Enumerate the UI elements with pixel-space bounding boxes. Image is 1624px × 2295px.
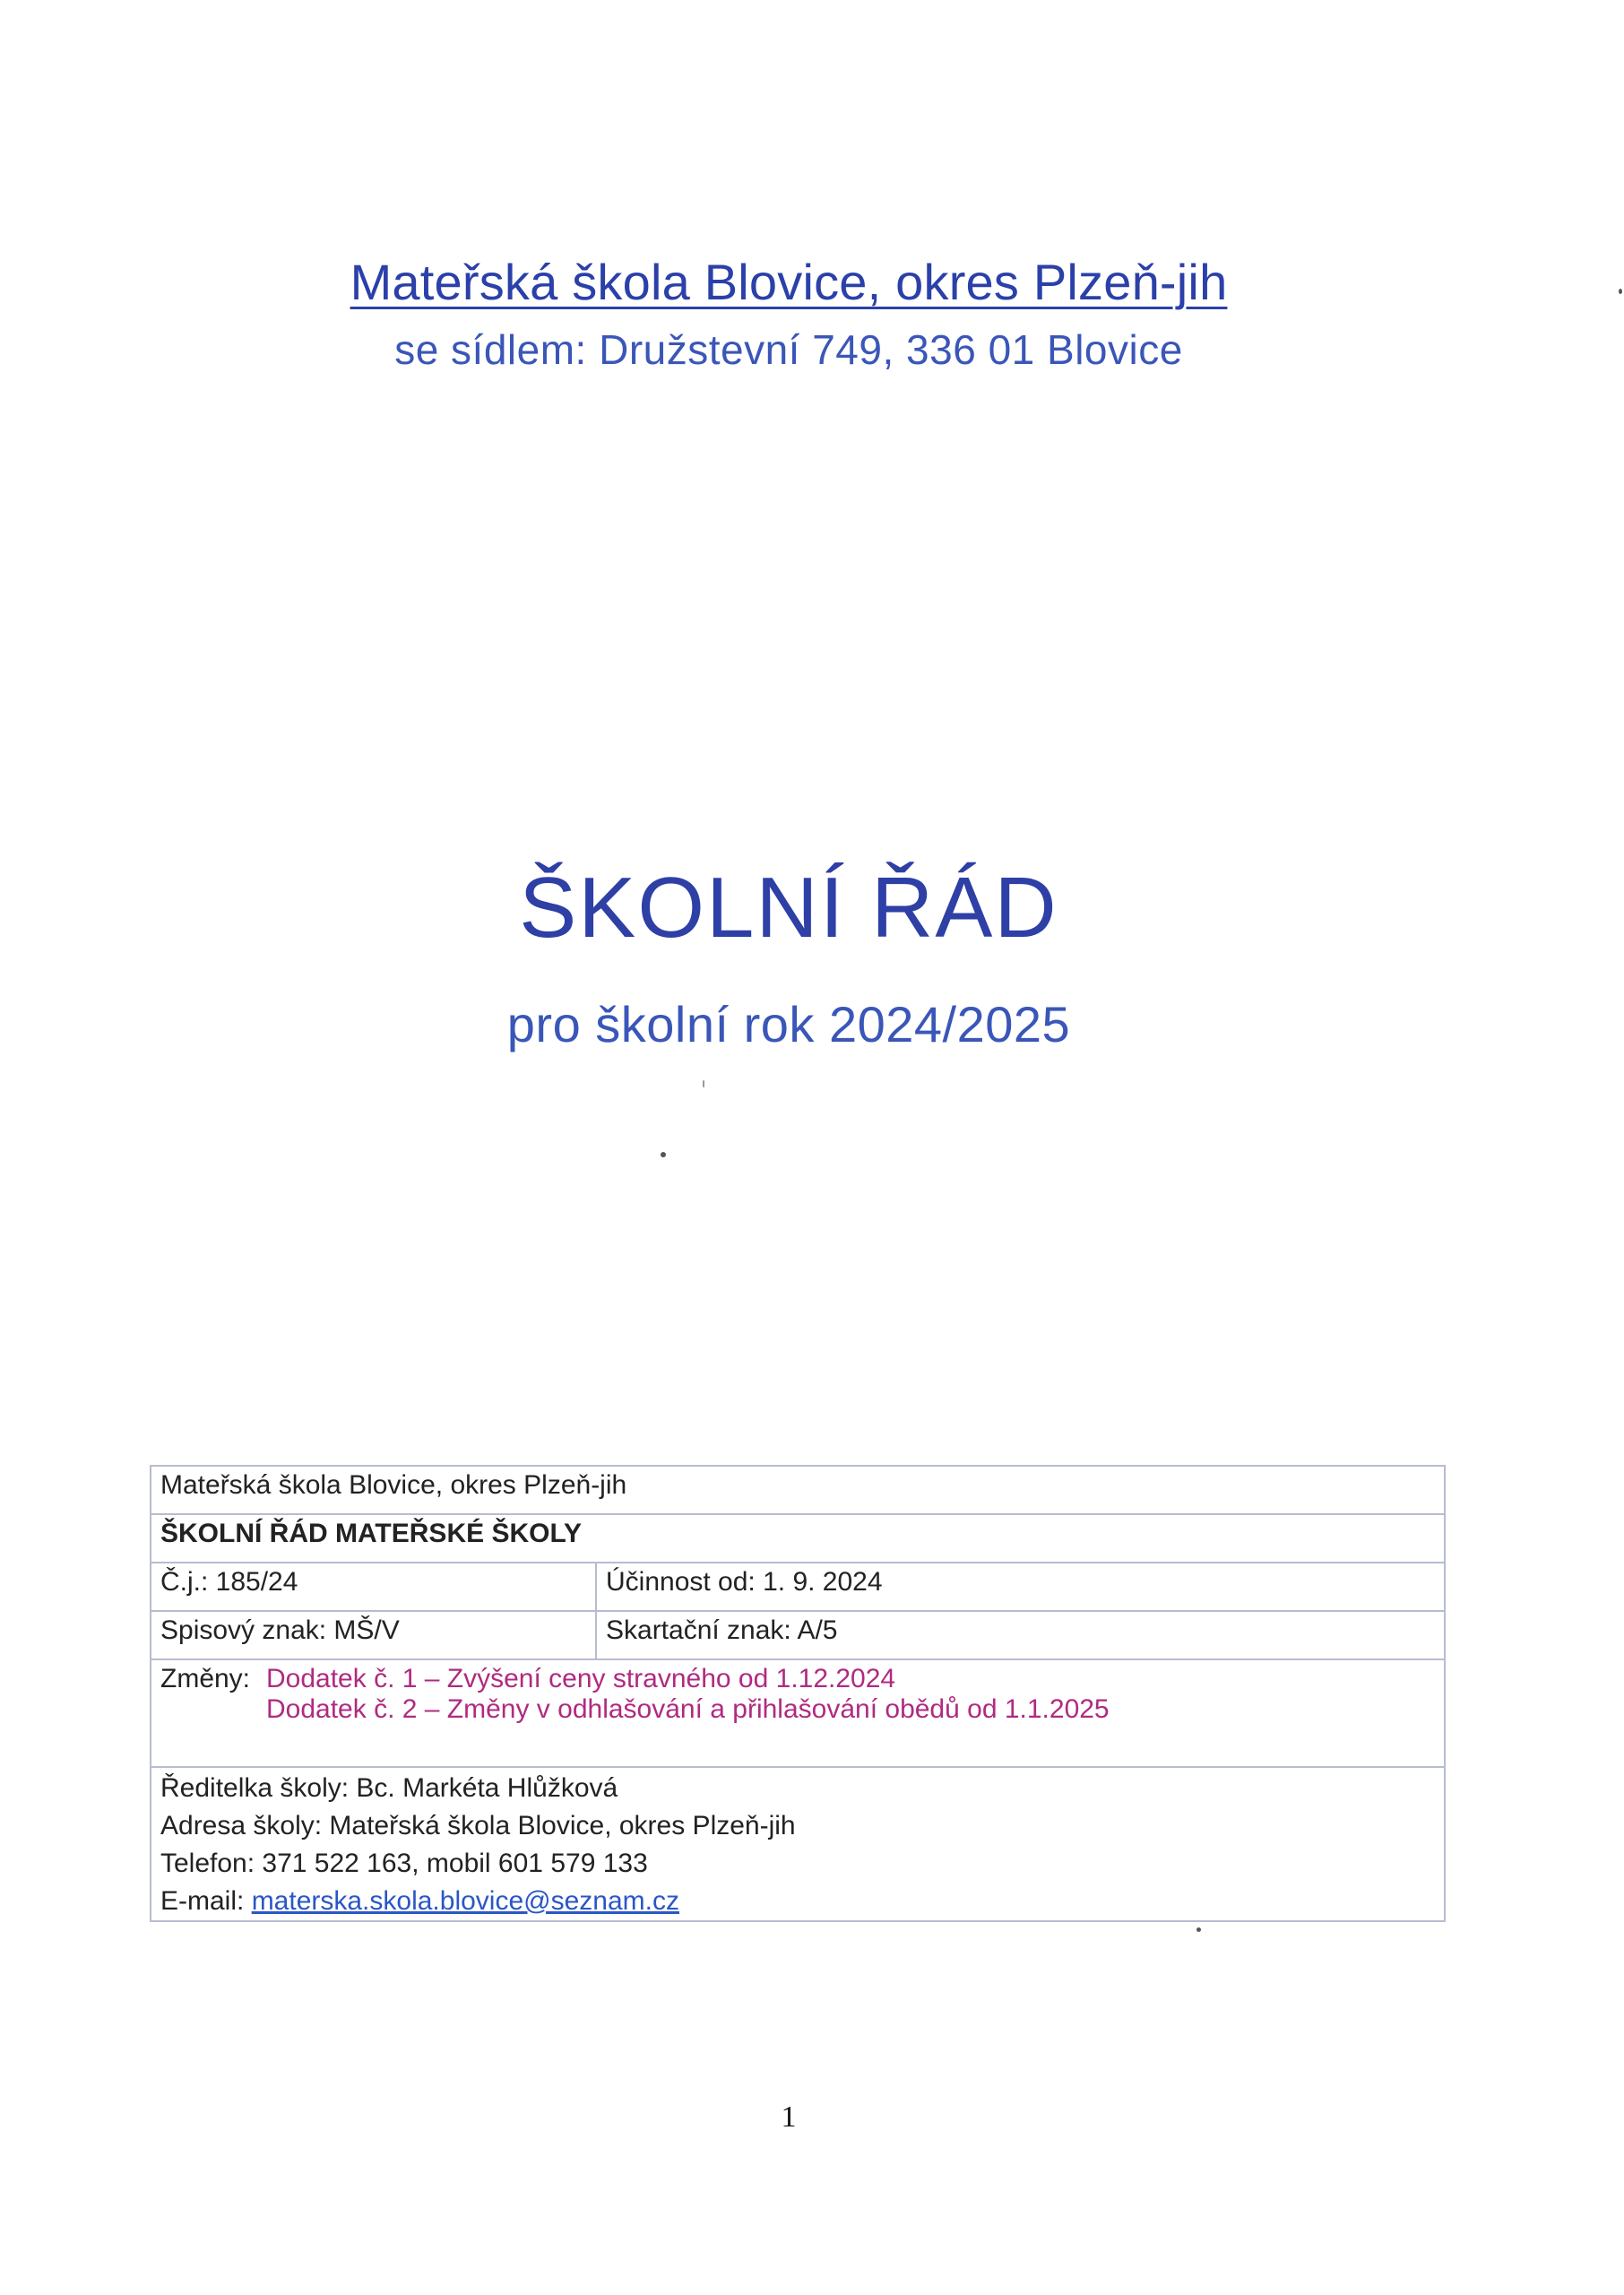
phone-line: Telefon: 371 522 163, mobil 601 579 133: [160, 1849, 648, 1878]
contact-cell: [151, 1767, 1445, 1921]
director-line: Ředitelka školy: Bc. Markéta Hlůžková: [160, 1773, 618, 1803]
scan-speck: [703, 1080, 704, 1087]
school-name-heading: Mateřská škola Blovice, okres Plzeň-jih: [350, 254, 1228, 310]
reference-number-cell: Č.j.: 185/24: [151, 1563, 596, 1611]
change-item: Dodatek č. 2 – Změny v odhlašování a přihlašování obědů od 1.1.2025: [266, 1694, 1110, 1724]
table-row: [151, 1611, 1445, 1659]
changes-label: Změny:: [160, 1664, 251, 1693]
document-title-cell: ŠKOLNÍ ŘÁD MATEŘSKÉ ŠKOLY: [151, 1514, 1445, 1563]
email-label: E-mail:: [160, 1886, 252, 1916]
email-link[interactable]: materska.skola.blovice@seznam.cz: [251, 1886, 679, 1916]
document-title: ŠKOLNÍ ŘÁD: [519, 860, 1058, 956]
scan-speck: [661, 1152, 666, 1157]
school-header: [0, 253, 1577, 374]
document-info-table: [150, 1465, 1446, 1922]
change-line: [160, 1694, 1435, 1725]
table-row: [151, 1563, 1445, 1611]
filing-mark-cell: Spisový znak: MŠ/V: [151, 1611, 596, 1659]
table-row: [151, 1767, 1445, 1921]
school-seat-address: se sídlem: Družstevní 749, 336 01 Blovice: [394, 326, 1183, 373]
table-row: [151, 1514, 1445, 1563]
effective-from-cell: Účinnost od: 1. 9. 2024: [596, 1563, 1445, 1611]
change-line: [160, 1664, 1435, 1694]
address-line: Adresa školy: Mateřská škola Blovice, okres Plzeň-jih: [160, 1811, 796, 1840]
shredding-mark-cell: Skartační znak: A/5: [596, 1611, 1445, 1659]
change-item: Dodatek č. 1 – Zvýšení ceny stravného od 1.12.2024: [266, 1664, 896, 1693]
school-cell: Mateřská škola Blovice, okres Plzeň-jih: [151, 1466, 1445, 1514]
table-row: [151, 1466, 1445, 1514]
changes-cell: [151, 1659, 1445, 1767]
scan-speck: [1619, 289, 1622, 294]
page-number: 1: [781, 2100, 797, 2134]
scan-speck: [1196, 1927, 1201, 1932]
title-block: [0, 861, 1577, 1053]
table-row: [151, 1659, 1445, 1767]
email-line: [160, 1883, 1435, 1920]
document-subtitle: pro školní rok 2024/2025: [506, 995, 1071, 1052]
